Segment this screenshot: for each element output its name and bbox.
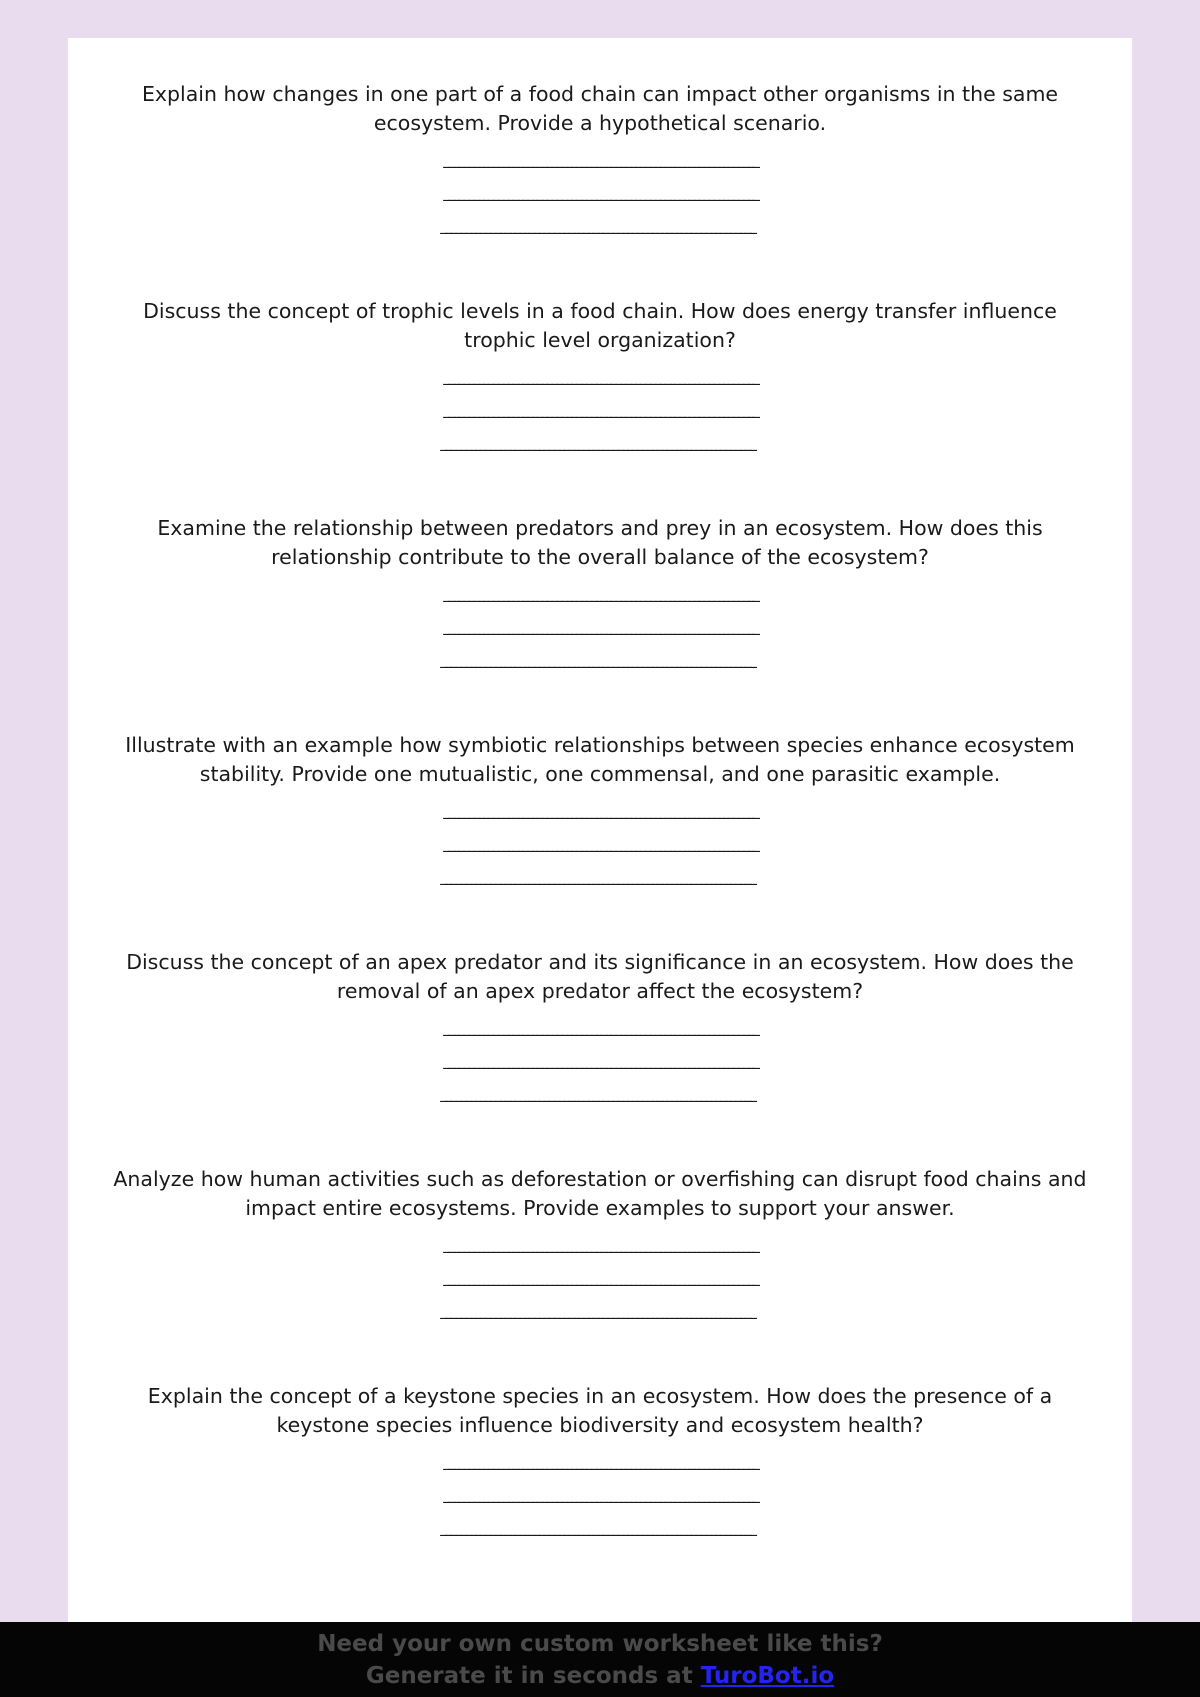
answer-lines <box>68 793 1132 892</box>
question-block <box>68 948 1132 1109</box>
promo-headline: Need your own custom worksheet like this? <box>317 1631 883 1657</box>
answer-lines <box>68 1227 1132 1326</box>
question-text: Analyze how human activities such as deforestation or overfishing can disrupt food chains and impact entire ecosystems. Provide examples to support your answer. <box>113 1167 1087 1220</box>
answer-line[interactable]: ________________________________________________________________ <box>443 1267 757 1286</box>
promo-subline <box>0 1660 1200 1692</box>
answer-line[interactable]: ________________________________________________________________ <box>440 1517 754 1536</box>
answer-line[interactable]: ________________________________________________________________ <box>440 866 754 885</box>
answer-line[interactable]: ________________________________________________________________ <box>443 583 757 602</box>
question-block <box>68 80 1132 241</box>
answer-line[interactable]: ________________________________________________________________ <box>440 1083 754 1102</box>
answer-line[interactable]: ________________________________________________________________ <box>443 1451 757 1470</box>
answer-line[interactable]: ________________________________________________________________ <box>440 1300 754 1319</box>
question-text: Discuss the concept of trophic levels in a food chain. How does energy transfer influence trophic level organization? <box>143 299 1057 352</box>
promo-footer <box>0 1622 1200 1697</box>
answer-lines <box>68 359 1132 458</box>
worksheet-page <box>68 38 1132 1628</box>
question-text: Discuss the concept of an apex predator and its significance in an ecosystem. How does the removal of an apex predator affect the ecosystem? <box>126 950 1074 1003</box>
question-block <box>68 514 1132 675</box>
question-text: Explain how changes in one part of a food chain can impact other organisms in the same ecosystem. Provide a hypothetical scenario. <box>141 82 1059 135</box>
answer-line[interactable]: ________________________________________________________________ <box>443 149 757 168</box>
answer-lines <box>68 1010 1132 1109</box>
promo-subline-text: Generate it in seconds at <box>365 1663 701 1689</box>
answer-line[interactable]: ________________________________________________________________ <box>443 1234 757 1253</box>
answer-line[interactable]: ________________________________________________________________ <box>443 1017 757 1036</box>
answer-line[interactable]: ________________________________________________________________ <box>443 833 757 852</box>
answer-lines <box>68 1444 1132 1543</box>
question-text: Explain the concept of a keystone species in an ecosystem. How does the presence of a keystone species influence biodiversity and ecosystem health? <box>147 1384 1053 1437</box>
answer-line[interactable]: ________________________________________________________________ <box>443 366 757 385</box>
turobot-link[interactable]: TuroBot.io <box>700 1663 835 1689</box>
question-block <box>68 1165 1132 1326</box>
question-block <box>68 297 1132 458</box>
question-block <box>68 1382 1132 1543</box>
answer-lines <box>68 142 1132 241</box>
answer-line[interactable]: ________________________________________________________________ <box>443 182 757 201</box>
answer-line[interactable]: ________________________________________________________________ <box>443 1484 757 1503</box>
answer-line[interactable]: ________________________________________________________________ <box>440 649 754 668</box>
answer-line[interactable]: ________________________________________________________________ <box>443 1050 757 1069</box>
answer-line[interactable]: ________________________________________________________________ <box>443 399 757 418</box>
answer-line[interactable]: ________________________________________________________________ <box>440 215 754 234</box>
answer-line[interactable]: ________________________________________________________________ <box>440 432 754 451</box>
question-text: Examine the relationship between predators and prey in an ecosystem. How does this relationship contribute to the overall balance of the ecosystem? <box>157 516 1043 569</box>
question-text: Illustrate with an example how symbiotic relationships between species enhance ecosystem stability. Provide one mutualistic, one commensal, and one parasitic example. <box>125 733 1075 786</box>
answer-line[interactable]: ________________________________________________________________ <box>443 800 757 819</box>
question-block <box>68 731 1132 892</box>
answer-lines <box>68 576 1132 675</box>
answer-line[interactable]: ________________________________________________________________ <box>443 616 757 635</box>
